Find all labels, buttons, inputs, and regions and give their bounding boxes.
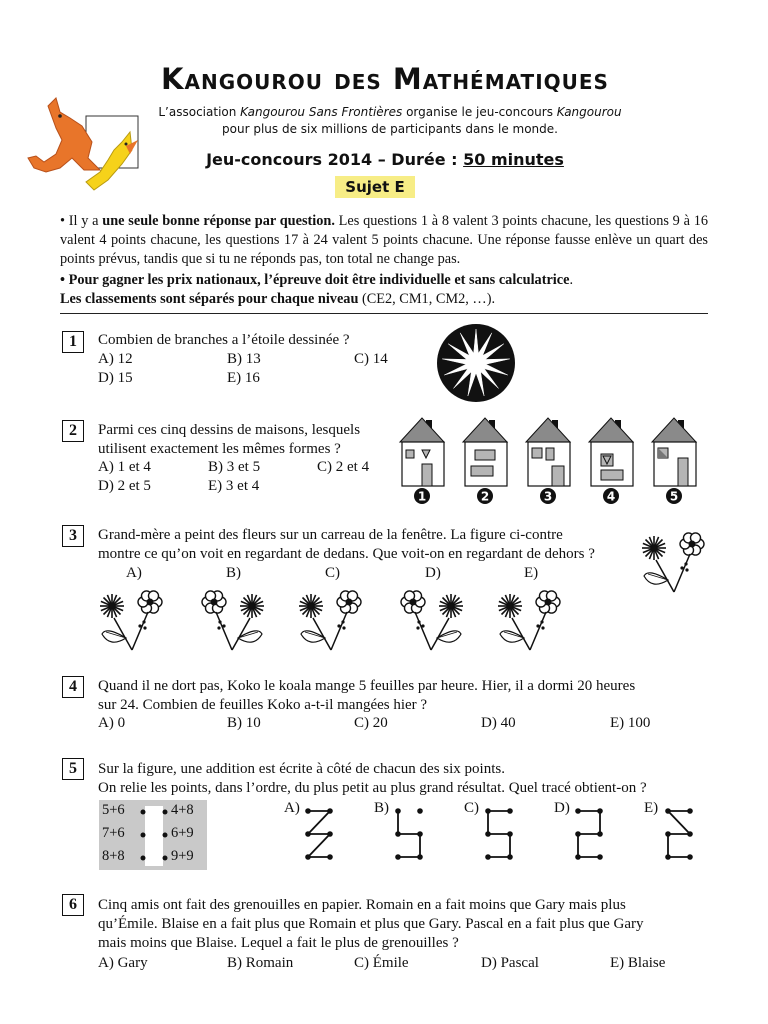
flower-option-1 <box>100 591 162 650</box>
option-label: A) <box>284 800 300 816</box>
house-number: 5 <box>669 489 679 504</box>
answer-option: A) Gary <box>98 955 148 971</box>
answer-option: E) 3 et 4 <box>208 478 260 494</box>
answer-option: D) Pascal <box>481 955 539 971</box>
path-option-2 <box>395 808 423 860</box>
question-text: Cinq amis ont fait des grenouilles en papier. Romain en a fait moins que Gary mais plus qu’Émile. Blaise en a fait plus que Romain et plus que Gary. Pascal en a fait plus que Gary mais moins que Blaise. Lequel a fait le plus de grenouilles ? <box>98 897 644 951</box>
house-number: 3 <box>543 489 553 504</box>
subject-badge: Sujet E <box>335 176 415 198</box>
answer-option: B) 3 et 5 <box>208 459 261 475</box>
flower-option-4 <box>401 591 463 650</box>
path-option-1 <box>305 808 333 860</box>
house-figures <box>398 414 708 506</box>
house-number: 4 <box>606 489 616 504</box>
answer-option: C) Émile <box>354 955 409 971</box>
answer-option: A) 0 <box>98 715 126 731</box>
question-text: Parmi ces cinq dessins de maisons, lesquels utilisent exactement les mêmes formes ? <box>98 422 361 457</box>
flower-option-5 <box>498 591 560 650</box>
grid-dots <box>99 800 207 870</box>
question-number: 2 <box>62 420 84 442</box>
question-number: 4 <box>62 676 84 698</box>
path-figures <box>290 805 700 865</box>
flower-reference <box>642 533 704 592</box>
association-blurb: L’association Kangourou Sans Frontières organise le jeu-concours Kangourou pour plus de six millions de participants dans le monde. <box>158 105 622 136</box>
rules-block <box>60 212 708 309</box>
answer-option: D) 2 et 5 <box>98 478 151 494</box>
flower-option-2 <box>202 591 264 650</box>
answer-option: E) 16 <box>227 370 260 386</box>
question-number: 6 <box>62 894 84 916</box>
addition-label: 9+9 <box>171 848 194 864</box>
duration: 50 minutes <box>463 150 564 169</box>
rule-scoring: • Il y a une seule bonne réponse par question. Les questions 1 à 8 valent 3 points chacune, les questions 9 à 16 valent 4 points chacune, les questions 17 à 24 valent 5 points chacune. Une réponse fausse enlève un quart des points prévus, tandis que si tu ne réponds pas, ton total ne change pas. <box>60 213 708 267</box>
option-label: E) <box>644 800 659 816</box>
house-number: 2 <box>480 489 490 504</box>
flower-option-3 <box>299 591 361 650</box>
option-label: C) <box>464 800 479 816</box>
contest-heading: Jeu-concours 2014 – Durée : 50 minutes <box>206 150 564 169</box>
answer-option: D) 40 <box>481 715 516 731</box>
house-number: 1 <box>417 489 427 504</box>
addition-label: 8+8 <box>102 848 125 864</box>
house-5 <box>652 418 696 504</box>
kangourou-logo <box>26 98 146 198</box>
answer-option: B) 10 <box>227 715 261 731</box>
rule-individual: • Pour gagner les prix nationaux, l’épreuve doit être individuelle et sans calculatrice. Les classements sont séparés pour chaque niveau (CE2, CM1, CM2, …). <box>60 272 574 307</box>
addition-label: 7+6 <box>102 825 125 841</box>
option-label: B) <box>226 565 241 581</box>
option-label: C) <box>325 565 340 581</box>
addition-label: 6+9 <box>171 825 194 841</box>
path-option-5 <box>665 808 693 860</box>
house-3 <box>526 418 570 504</box>
question-text: Quand il ne dort pas, Koko le koala mange 5 feuilles par heure. Hier, il a dormi 20 heures sur 24. Combien de feuilles Koko a-t-il mangées hier ? <box>98 678 636 713</box>
question-text: Grand-mère a peint des fleurs sur un carreau de la fenêtre. La figure ci-contre montre ce qu’on voit en regardant de dedans. Que voit-on en regardant de dehors ? <box>98 527 595 562</box>
question-number: 3 <box>62 525 84 547</box>
flower-figures <box>98 578 708 658</box>
addition-grid <box>99 800 207 870</box>
house-4 <box>589 418 633 504</box>
option-label: A) <box>126 565 142 581</box>
house-2 <box>463 418 507 504</box>
option-label: D) <box>425 565 441 581</box>
answer-option: E) 100 <box>610 715 651 731</box>
star-figure <box>436 323 516 403</box>
answer-option: B) 13 <box>227 351 261 367</box>
answer-option: A) 1 et 4 <box>98 459 151 475</box>
path-option-3 <box>485 808 513 860</box>
answer-option: C) 20 <box>354 715 388 731</box>
answer-option: B) Romain <box>227 955 294 971</box>
question-text: Sur la figure, une addition est écrite à côté de chacun des six points. On relie les points, dans l’ordre, du plus petit au plus grand résultat. Quel tracé obtient-on ? <box>98 761 647 796</box>
question-number: 1 <box>62 331 84 353</box>
addition-label: 5+6 <box>102 802 125 818</box>
page-title: Kangourou des Mathématiques <box>161 62 609 96</box>
answer-option: D) 15 <box>98 370 133 386</box>
option-label: E) <box>524 565 539 581</box>
answer-option: A) 12 <box>98 351 133 367</box>
house-1 <box>400 418 444 504</box>
divider <box>60 313 708 314</box>
addition-label: 4+8 <box>171 802 194 818</box>
option-label: B) <box>374 800 389 816</box>
option-label: D) <box>554 800 570 816</box>
question-number: 5 <box>62 758 84 780</box>
reference-flower <box>638 532 708 612</box>
answer-option: C) 2 et 4 <box>317 459 370 475</box>
answer-option: C) 14 <box>354 351 388 367</box>
path-option-4 <box>575 808 603 860</box>
question-text: Combien de branches a l’étoile dessinée ? <box>98 332 350 348</box>
answer-option: E) Blaise <box>610 955 666 971</box>
